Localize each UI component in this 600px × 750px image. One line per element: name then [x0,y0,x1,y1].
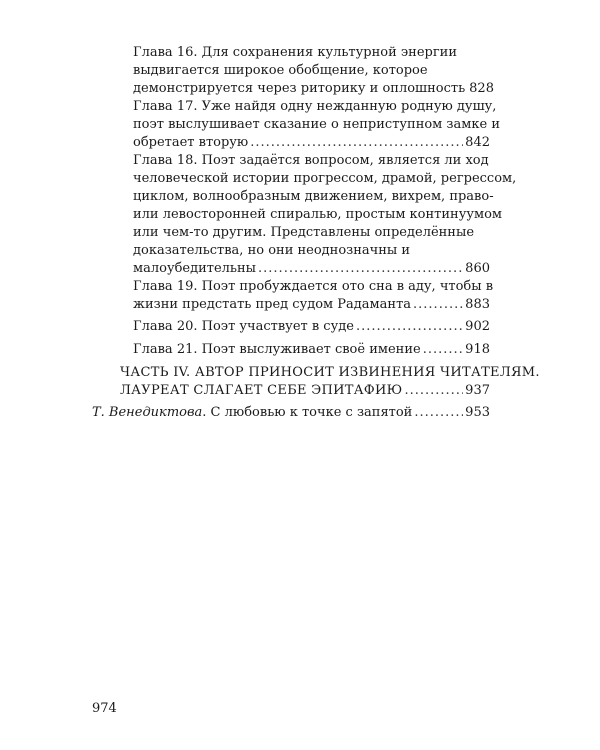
toc-page-number: 918 [465,342,490,357]
toc-entry-chapter-20[interactable] [133,318,490,336]
toc-entry-chapter-17[interactable] [133,98,500,152]
dot-leader [414,404,463,422]
toc-entry-line: демонстрируется через риторику и оплошность [133,81,466,96]
toc-page-number: 883 [465,297,490,312]
dot-leader [356,318,463,336]
toc-entry-line: Глава 20. Поэт участвует в суде [133,319,354,334]
dot-leader [404,382,463,400]
dot-leader [423,341,463,359]
toc-entry-line: Глава 19. Поэт пробуждается ото сна в аду, чтобы в [133,279,494,294]
toc-entry-line: обретает вторую [133,135,249,150]
toc-entry-line: выдвигается широкое обобщение, которое [133,63,428,78]
dot-leader [258,260,463,278]
toc-entry-line: или чем-то другим. Представлены определённые [133,225,475,240]
toc-entry-line: доказательства, но они неоднозначны и [133,243,411,258]
toc-page-number: 953 [465,405,490,420]
toc-entry-chapter-16[interactable] [133,44,494,98]
toc-page-number: 902 [465,319,490,334]
toc-entry-chapter-21[interactable] [133,341,490,359]
toc-entry-chapter-18[interactable] [133,152,517,278]
toc-entry-line: малоубедительны [133,261,257,276]
toc-entry-line: ЛАУРЕАТ СЛАГАЕТ СЕБЕ ЭПИТАФИЮ [120,383,403,398]
toc-entry-chapter-19[interactable] [133,278,494,314]
toc-page-number: 937 [465,383,490,398]
dot-leader [250,134,463,152]
toc-page-number: 828 [469,81,494,96]
afterword-title: . С любовью к точке с запятой [202,405,413,420]
toc-entry-line: жизни предстать пред судом Радаманта [133,297,412,312]
toc-entry-line: Глава 17. Уже найдя одну нежданную родную душу, [133,99,497,114]
toc-entry-line: поэт выслушивает сказание о неприступном замке и [133,117,500,132]
page-number: 974 [92,701,117,716]
toc-entry-afterword[interactable] [92,404,490,422]
toc-page-number: 860 [465,261,490,276]
afterword-author: Т. Венедиктова [92,405,203,420]
toc-entry-line: Глава 16. Для сохранения культурной энергии [133,45,457,60]
toc-entry-line: циклом, волнообразным движением, вихрем, право- [133,189,494,204]
toc-entry-line: ЧАСТЬ IV. АВТОР ПРИНОСИТ ИЗВИНЕНИЯ ЧИТАТЕЛЯМ. [120,365,540,380]
toc-entry-part-4[interactable] [120,364,540,400]
toc-entry-line: Глава 21. Поэт выслуживает своё имение [133,342,421,357]
toc-entry-line: или левосторонней спиралью, простым континуумом [133,207,503,222]
toc-page-number: 842 [465,135,490,150]
toc-entry-line: человеческой истории прогрессом, драмой, регрессом, [133,171,517,186]
toc-entry-line: Глава 18. Поэт задаётся вопросом, является ли ход [133,153,489,168]
dot-leader [413,296,463,314]
